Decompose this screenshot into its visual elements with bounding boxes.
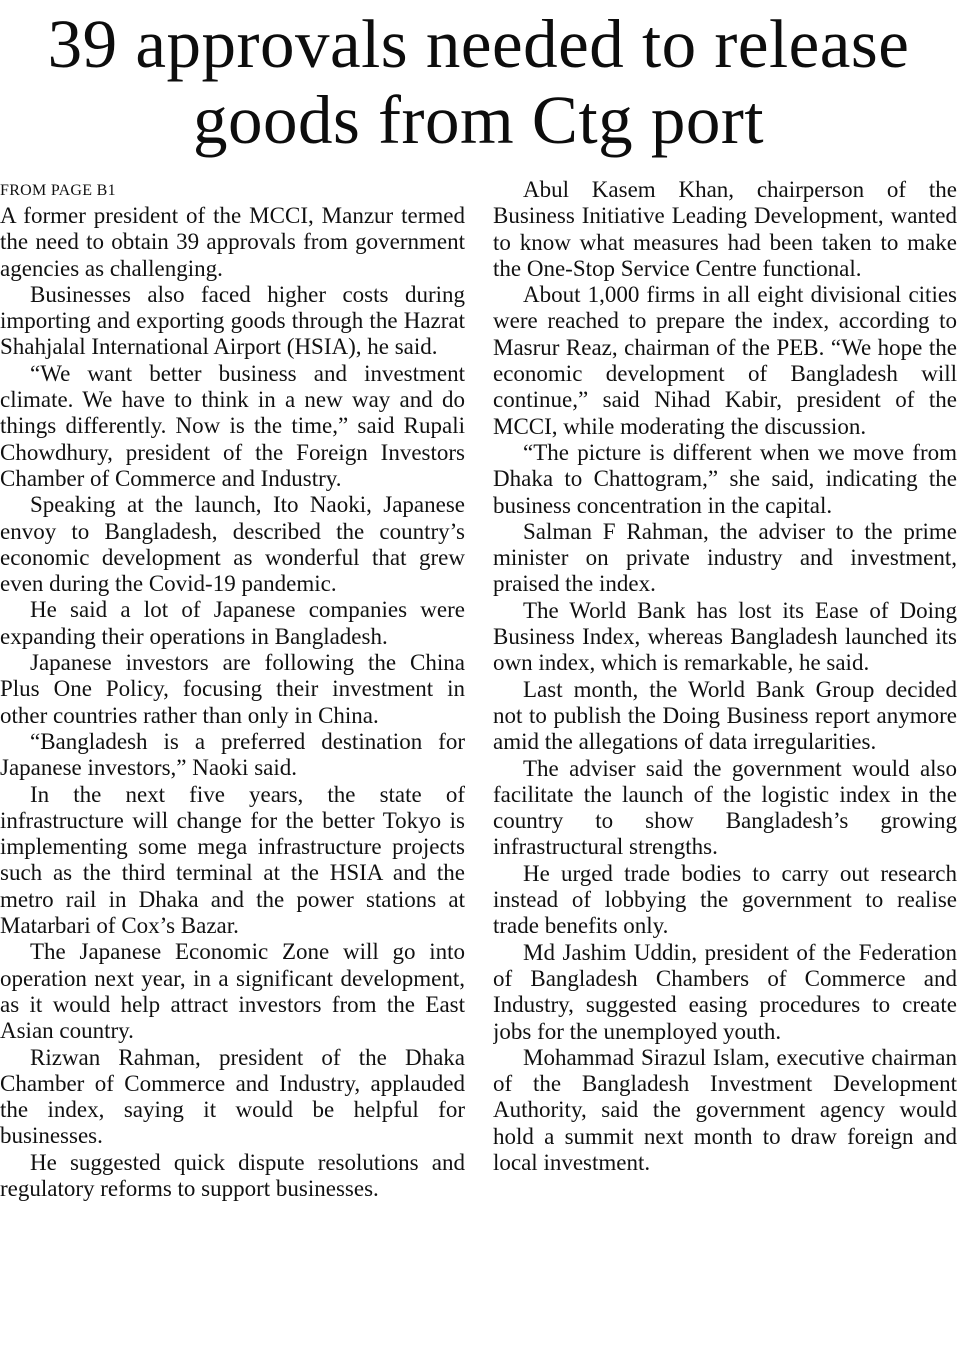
paragraph: “We want better business and investment climate. We have to think in a new way and do things differently. Now is the time,” said Rupali Chowdhury, president of the Foreign Investors Chamber of Commerce and Industry. bbox=[0, 360, 465, 491]
paragraph: Md Jashim Uddin, president of the Federation of Bangladesh Chambers of Commerce and Industry, suggested easing procedures to create jobs for the unemployed youth. bbox=[493, 939, 957, 1044]
paragraph: Mohammad Sirazul Islam, executive chairman of the Bangladesh Investment Development Authority, said the government agency would hold a summit next month to draw foreign and local investment. bbox=[493, 1044, 957, 1175]
article-column-right bbox=[493, 177, 957, 1367]
paragraph: About 1,000 firms in all eight divisional cities were reached to prepare the index, according to Masrur Reaz, chairman of the PEB. “We hope the economic development of Bangladesh will continue,” said Nihad Kabir, president of the MCCI, while moderating the discussion. bbox=[493, 282, 957, 439]
paragraph: Last month, the World Bank Group decided not to publish the Doing Business report anymore amid the allegations of data irregularities. bbox=[493, 676, 957, 755]
paragraph: Salman F Rahman, the adviser to the prime minister on private industry and investment, praised the index. bbox=[493, 518, 957, 597]
paragraph: He suggested quick dispute resolutions and regulatory reforms to support businesses. bbox=[0, 1149, 465, 1201]
paragraph: “The picture is different when we move from Dhaka to Chattogram,” she said, indicating the business concentration in the capital. bbox=[493, 439, 957, 518]
paragraph: He urged trade bodies to carry out research instead of lobbying the government to realise trade benefits only. bbox=[493, 860, 957, 939]
paragraph: The Japanese Economic Zone will go into operation next year, in a significant development, as it would help attract investors from the East Asian country. bbox=[0, 939, 465, 1044]
headline-line-1: 39 approvals needed to release bbox=[47, 6, 910, 82]
article-column-left bbox=[0, 177, 465, 1367]
paragraph: Speaking at the launch, Ito Naoki, Japanese envoy to Bangladesh, described the country’s economic development as wonderful that grew even during the Covid-19 pandemic. bbox=[0, 492, 465, 597]
paragraph: The adviser said the government would also facilitate the launch of the logistic index in the country to show Bangladesh’s growing infrastructural strengths. bbox=[493, 755, 957, 860]
paragraph: In the next five years, the state of infrastructure will change for the better Tokyo is implementing some mega infrastructure projects such as the third terminal at the HSIA and the metro rail in Dhaka and the power stations at Matarbari of Cox’s Bazar. bbox=[0, 781, 465, 939]
paragraph: He said a lot of Japanese companies were expanding their operations in Bangladesh. bbox=[0, 597, 465, 649]
headline-line-2: goods from Ctg port bbox=[192, 82, 765, 158]
paragraph: Businesses also faced higher costs during importing and exporting goods through the Hazrat Shahjalal International Airport (HSIA), he said. bbox=[0, 281, 465, 360]
paragraph: Rizwan Rahman, president of the Dhaka Chamber of Commerce and Industry, applauded the index, saying it would be helpful for businesses. bbox=[0, 1044, 465, 1149]
paragraph: The World Bank has lost its Ease of Doing Business Index, whereas Bangladesh launched its own index, which is remarkable, he said. bbox=[493, 597, 957, 676]
continuation-kicker: FROM PAGE B1 bbox=[0, 182, 116, 199]
paragraph: Abul Kasem Khan, chairperson of the Business Initiative Leading Development, wanted to know what measures had been taken to make the One-Stop Service Centre functional. bbox=[493, 177, 957, 281]
paragraph: A former president of the MCCI, Manzur termed the need to obtain 39 approvals from government agencies as challenging. bbox=[0, 203, 465, 281]
headline bbox=[0, 6, 957, 158]
paragraph: “Bangladesh is a preferred destination for Japanese investors,” Naoki said. bbox=[0, 728, 465, 781]
paragraph: Japanese investors are following the China Plus One Policy, focusing their investment in other countries rather than only in China. bbox=[0, 650, 465, 728]
